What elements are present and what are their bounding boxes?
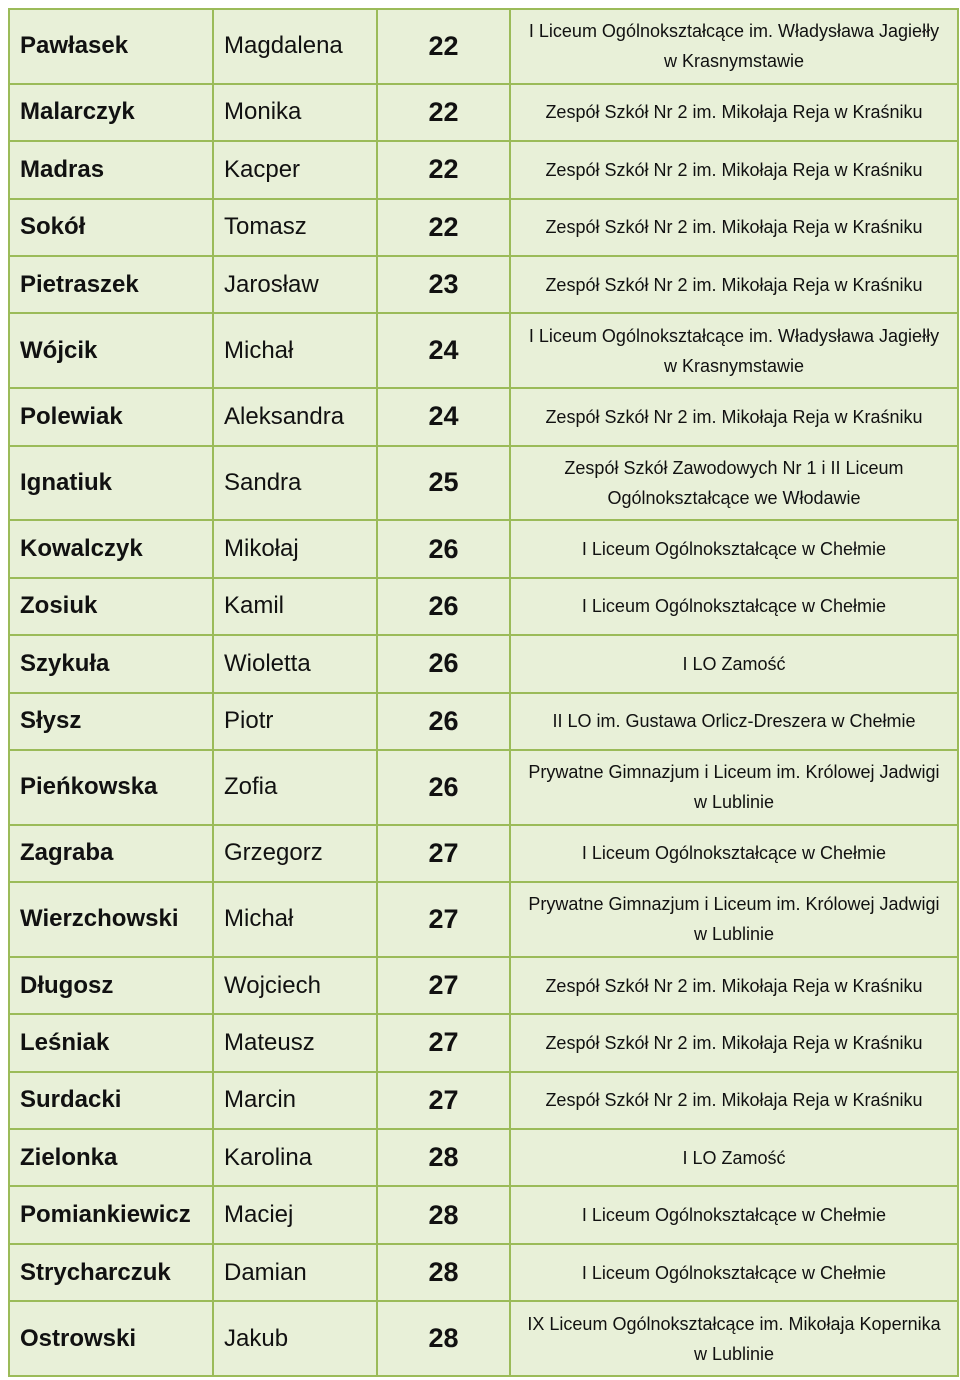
first-name-cell: Grzegorz — [213, 825, 377, 882]
table-row — [9, 141, 958, 198]
points-cell: 28 — [377, 1244, 510, 1301]
table-row — [9, 1186, 958, 1243]
school-cell — [510, 1186, 958, 1243]
school-cell — [510, 313, 958, 388]
first-name-cell: Michał — [213, 313, 377, 388]
surname-cell: Zielonka — [9, 1129, 213, 1186]
table-row — [9, 520, 958, 577]
first-name-cell: Marcin — [213, 1072, 377, 1129]
school-cell — [510, 635, 958, 692]
school-name-line: Prywatne Gimnazjum i Liceum im. Królowej Jadwigi — [528, 894, 940, 915]
school-cell — [510, 750, 958, 825]
table-row — [9, 825, 958, 882]
school-name-line: w Krasnymstawie — [663, 51, 805, 72]
table-row — [9, 693, 958, 750]
school-name-line: Zespół Szkół Nr 2 im. Mikołaja Reja w Kraśniku — [545, 1032, 923, 1053]
surname-cell: Pieńkowska — [9, 750, 213, 825]
school-cell — [510, 446, 958, 521]
table-row — [9, 635, 958, 692]
points-cell: 27 — [377, 1072, 510, 1129]
surname-cell: Szykuła — [9, 635, 213, 692]
first-name-cell: Kamil — [213, 578, 377, 635]
first-name-cell: Mateusz — [213, 1014, 377, 1071]
school-cell — [510, 825, 958, 882]
table-row — [9, 313, 958, 388]
first-name-cell: Piotr — [213, 693, 377, 750]
points-cell: 25 — [377, 446, 510, 521]
table-row — [9, 750, 958, 825]
school-name-line: Zespół Szkół Nr 2 im. Mikołaja Reja w Kraśniku — [545, 1090, 923, 1111]
points-cell: 22 — [377, 84, 510, 141]
surname-cell: Kowalczyk — [9, 520, 213, 577]
points-cell: 27 — [377, 825, 510, 882]
school-name-line: I LO Zamość — [682, 653, 786, 674]
surname-cell: Zosiuk — [9, 578, 213, 635]
school-name-line: I Liceum Ogólnokształcące w Chełmie — [581, 596, 887, 617]
school-name-line: I Liceum Ogólnokształcące w Chełmie — [581, 539, 887, 560]
points-cell: 28 — [377, 1129, 510, 1186]
first-name-cell: Wioletta — [213, 635, 377, 692]
school-name-line: I Liceum Ogólnokształcące im. Władysława Jagiełły — [528, 325, 940, 346]
table-row — [9, 578, 958, 635]
points-cell: 22 — [377, 141, 510, 198]
points-cell: 26 — [377, 635, 510, 692]
first-name-cell: Monika — [213, 84, 377, 141]
first-name-cell: Damian — [213, 1244, 377, 1301]
table-row — [9, 1072, 958, 1129]
points-cell: 22 — [377, 9, 510, 84]
school-name-line: I Liceum Ogólnokształcące w Chełmie — [581, 1262, 887, 1283]
surname-cell: Polewiak — [9, 388, 213, 445]
surname-cell: Zagraba — [9, 825, 213, 882]
school-name-line: Zespół Szkół Nr 2 im. Mikołaja Reja w Kraśniku — [545, 217, 923, 238]
school-cell — [510, 1129, 958, 1186]
surname-cell: Malarczyk — [9, 84, 213, 141]
table-row — [9, 256, 958, 313]
school-cell — [510, 1244, 958, 1301]
school-cell — [510, 1014, 958, 1071]
surname-cell: Długosz — [9, 957, 213, 1014]
school-name-line: w Lublinie — [693, 792, 775, 813]
table-row — [9, 9, 958, 84]
results-table-body — [9, 9, 958, 1376]
surname-cell: Surdacki — [9, 1072, 213, 1129]
school-name-line: IX Liceum Ogólnokształcące im. Mikołaja Kopernika — [527, 1313, 941, 1334]
results-table — [8, 8, 959, 1377]
surname-cell: Ostrowski — [9, 1301, 213, 1376]
points-cell: 27 — [377, 1014, 510, 1071]
table-row — [9, 1014, 958, 1071]
surname-cell: Leśniak — [9, 1014, 213, 1071]
first-name-cell: Kacper — [213, 141, 377, 198]
first-name-cell: Zofia — [213, 750, 377, 825]
table-row — [9, 84, 958, 141]
school-name-line: Zespół Szkół Nr 2 im. Mikołaja Reja w Kraśniku — [545, 406, 923, 427]
table-row — [9, 199, 958, 256]
table-row — [9, 882, 958, 957]
surname-cell: Wierzchowski — [9, 882, 213, 957]
first-name-cell: Karolina — [213, 1129, 377, 1186]
school-name-line: I Liceum Ogólnokształcące im. Władysława Jagiełły — [528, 21, 940, 42]
surname-cell: Słysz — [9, 693, 213, 750]
school-name-line: w Lublinie — [693, 1343, 775, 1364]
first-name-cell: Tomasz — [213, 199, 377, 256]
school-name-line: w Lublinie — [693, 924, 775, 945]
school-name-line: Zespół Szkół Nr 2 im. Mikołaja Reja w Kraśniku — [545, 159, 923, 180]
school-cell — [510, 84, 958, 141]
school-cell — [510, 1301, 958, 1376]
table-row — [9, 1301, 958, 1376]
school-name-line: Zespół Szkół Nr 2 im. Mikołaja Reja w Kraśniku — [545, 975, 923, 996]
school-cell — [510, 141, 958, 198]
first-name-cell: Jakub — [213, 1301, 377, 1376]
table-row — [9, 446, 958, 521]
surname-cell: Strycharczuk — [9, 1244, 213, 1301]
first-name-cell: Wojciech — [213, 957, 377, 1014]
school-cell — [510, 1072, 958, 1129]
points-cell: 23 — [377, 256, 510, 313]
first-name-cell: Jarosław — [213, 256, 377, 313]
points-cell: 27 — [377, 882, 510, 957]
points-cell: 28 — [377, 1301, 510, 1376]
school-name-line: Ogólnokształcące we Włodawie — [607, 487, 861, 508]
surname-cell: Madras — [9, 141, 213, 198]
points-cell: 27 — [377, 957, 510, 1014]
school-name-line: I Liceum Ogólnokształcące w Chełmie — [581, 843, 887, 864]
first-name-cell: Maciej — [213, 1186, 377, 1243]
surname-cell: Pietraszek — [9, 256, 213, 313]
school-cell — [510, 388, 958, 445]
school-cell — [510, 199, 958, 256]
school-name-line: Zespół Szkół Nr 2 im. Mikołaja Reja w Kraśniku — [545, 274, 923, 295]
school-name-line: I LO Zamość — [682, 1147, 786, 1168]
school-name-line: Zespół Szkół Nr 2 im. Mikołaja Reja w Kraśniku — [545, 102, 923, 123]
points-cell: 26 — [377, 578, 510, 635]
points-cell: 26 — [377, 750, 510, 825]
school-cell — [510, 882, 958, 957]
first-name-cell: Magdalena — [213, 9, 377, 84]
surname-cell: Ignatiuk — [9, 446, 213, 521]
school-cell — [510, 957, 958, 1014]
points-cell: 28 — [377, 1186, 510, 1243]
points-cell: 26 — [377, 520, 510, 577]
school-cell — [510, 520, 958, 577]
school-cell — [510, 578, 958, 635]
surname-cell: Wójcik — [9, 313, 213, 388]
points-cell: 26 — [377, 693, 510, 750]
points-cell: 24 — [377, 388, 510, 445]
table-row — [9, 388, 958, 445]
first-name-cell: Michał — [213, 882, 377, 957]
surname-cell: Pawłasek — [9, 9, 213, 84]
school-name-line: I Liceum Ogólnokształcące w Chełmie — [581, 1205, 887, 1226]
first-name-cell: Sandra — [213, 446, 377, 521]
school-name-line: w Krasnymstawie — [663, 355, 805, 376]
table-row — [9, 957, 958, 1014]
points-cell: 22 — [377, 199, 510, 256]
surname-cell: Pomiankiewicz — [9, 1186, 213, 1243]
school-cell — [510, 693, 958, 750]
school-name-line: Prywatne Gimnazjum i Liceum im. Królowej Jadwigi — [528, 762, 940, 783]
table-row — [9, 1244, 958, 1301]
school-name-line: II LO im. Gustawa Orlicz-Dreszera w Chełmie — [552, 711, 916, 732]
first-name-cell: Mikołaj — [213, 520, 377, 577]
surname-cell: Sokół — [9, 199, 213, 256]
points-cell: 24 — [377, 313, 510, 388]
first-name-cell: Aleksandra — [213, 388, 377, 445]
school-cell — [510, 9, 958, 84]
school-name-line: Zespół Szkół Zawodowych Nr 1 i II Liceum — [564, 457, 904, 478]
school-cell — [510, 256, 958, 313]
table-row — [9, 1129, 958, 1186]
